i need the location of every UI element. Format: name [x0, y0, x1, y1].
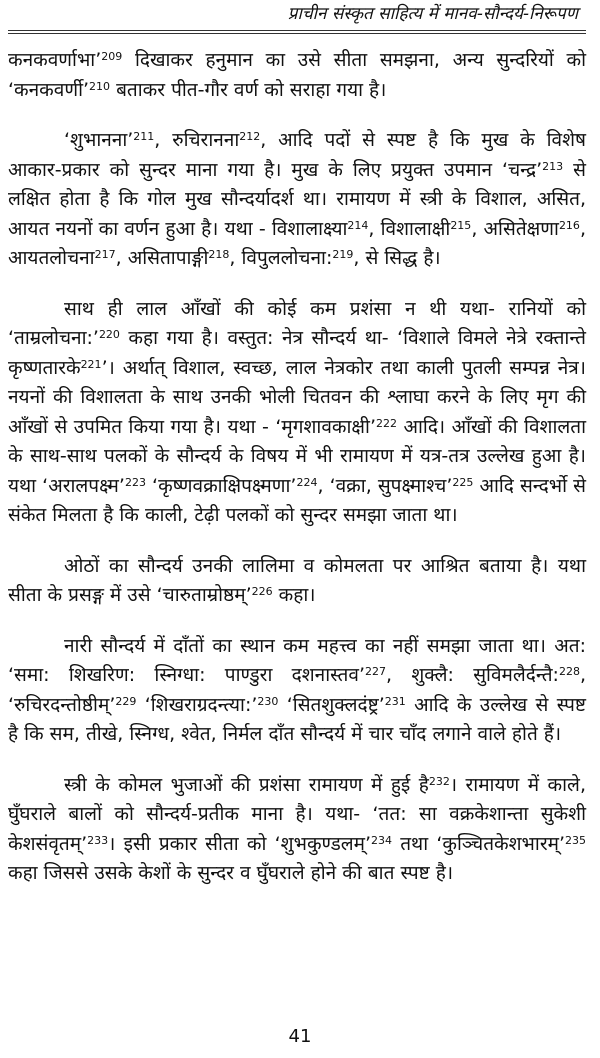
footnote-ref: 227 — [364, 665, 386, 678]
footnote-ref: 218 — [208, 248, 230, 261]
paragraph — [8, 771, 586, 889]
footnote-ref: 229 — [115, 694, 137, 708]
text-run: । इसी प्रकार सीता को ‘शुभकुण्डलम्’ — [108, 832, 372, 855]
page-body — [8, 46, 586, 910]
text-run: , शुक्लै: सुविमलैर्दन्तै: — [385, 664, 559, 686]
text-run: कनकवर्णाभा’ — [8, 49, 102, 71]
text-run: , ‘वक्रा, सुपक्ष्माश्च’ — [317, 474, 453, 497]
footnote-ref: 225 — [452, 475, 474, 489]
header-rule — [8, 30, 586, 34]
text-run: आदि। आँखों की विशालता के साथ-साथ पलकों के सौन्दर्य के विषय में भी रामायण में यत्र-तत्र उल्लेख हुआ है। यथा ‘अरालपक्ष्म’ — [8, 415, 586, 497]
footnote-ref: 232 — [428, 774, 450, 788]
text-run: , विपुललोचना: — [229, 247, 333, 269]
paragraph — [8, 46, 586, 105]
text-run: कहा। — [272, 584, 316, 606]
page-number: 41 — [288, 1026, 312, 1047]
footnote-ref: 213 — [542, 159, 564, 173]
footnote-ref: 234 — [371, 833, 393, 847]
text-run: दिखाकर हनुमान का उसे सीता समझना, अन्य सुन्दरियों को ‘कनकवर्णी’ — [8, 49, 586, 101]
footnote-ref: 214 — [347, 218, 369, 232]
footnote-ref: 235 — [565, 833, 586, 847]
text-run: , से सिद्ध है। — [353, 247, 441, 269]
text-run: , असितेक्षणा — [471, 217, 559, 240]
text-run: , असितापाङ्गी — [115, 247, 209, 269]
text-run: । रामायण में काले, घुँघराले बालों को सौन्दर्य-प्रतीक माना है। यथा- ‘तत: सा वक्रकेशान्ता सुकेशी केशसंवृतम्’ — [8, 773, 586, 855]
text-run: , रुचिरानना — [154, 129, 240, 151]
paragraph — [8, 295, 586, 531]
footnote-ref: 231 — [384, 694, 406, 708]
footnote-ref: 212 — [239, 130, 261, 143]
text-run: नारी सौन्दर्य में दाँतों का स्थान कम महत्त्व का नहीं समझा जाता था। अत: ‘समा: शिखरिण: स्निग्धा: पाण्डुरा दशनास्तव’ — [8, 634, 586, 686]
footnote-ref: 221 — [80, 357, 102, 371]
paragraph — [8, 552, 586, 611]
text-run: साथ ही लाल आँखों की कोई कम प्रशंसा न थी यथा- रानियों को ‘ताम्रलोचना:’ — [8, 297, 586, 349]
text-run: कहा जिससे उसके केशों के सुन्दर व घुँघराले होने की बात स्पष्ट है। — [8, 862, 454, 884]
footnote-ref: 215 — [450, 218, 472, 232]
text-run: कहा गया है। वस्तुत: नेत्र सौन्दर्य था- ‘विशाले विमले नेत्रे रक्तान्ते कृष्णतारके — [8, 327, 586, 379]
footnote-ref: 223 — [124, 475, 146, 489]
text-run: , विशालाक्षी — [368, 217, 451, 240]
footnote-ref: 228 — [558, 665, 580, 678]
text-run: आदि सन्दर्भो से संकेत मिलता है कि काली, टेढ़ी पलकों को सुन्दर समझा जाता था। — [8, 474, 586, 526]
text-run: ‘शुभानना’ — [64, 129, 134, 151]
footnote-ref: 233 — [87, 833, 109, 847]
text-run: तथा ‘कुञ्चितकेशभारम्’ — [392, 832, 565, 855]
footnote-ref: 210 — [89, 79, 111, 93]
paragraph — [8, 126, 586, 274]
footnote-ref: 216 — [558, 218, 580, 232]
running-header-title: प्राचीन संस्कृत साहित्य में मानव-सौन्दर्य-निरूपण — [287, 4, 578, 24]
text-run: , आदि पदों से स्पष्ट है कि मुख के विशेष आकार-प्रकार को सुन्दर माना गया है। मुख के लिए प्रयुक्त उपमान ‘चन्द्र’ — [8, 129, 586, 181]
footnote-ref: 226 — [251, 585, 273, 598]
footnote-ref: 211 — [133, 130, 155, 143]
text-run: से लक्षित होता है कि गोल मुख सौन्दर्यादर्श था। रामायण में स्त्री के विशाल, असित, आयत नयनों का वर्णन हुआ है। यथा - विशालाक्ष्या — [8, 158, 586, 240]
footnote-ref: 224 — [296, 475, 318, 489]
text-run: स्त्री के कोमल भुजाओं की प्रशंसा रामायण में हुई है — [64, 773, 429, 796]
text-run: ओठों का सौन्दर्य उनकी लालिमा व कोमलता पर आश्रित बताया है। यथा सीता के प्रसङ्ग में उसे ‘चारुताम्रोष्ठम्’ — [8, 554, 586, 606]
text-run: , ‘रुचिरदन्तोष्ठीम्’ — [8, 664, 586, 716]
footnote-ref: 220 — [98, 328, 120, 341]
running-header — [20, 3, 578, 25]
paragraph — [8, 632, 586, 750]
footnote-ref: 217 — [94, 248, 116, 261]
text-run: ‘शिखराग्रदन्त्या:’ — [136, 693, 258, 716]
text-run: ‘कृष्णवक्राक्षिपक्ष्मणा’ — [145, 474, 297, 497]
footnote-ref: 230 — [257, 694, 279, 708]
footnote-ref: 219 — [332, 248, 354, 261]
text-run: , आयतलोचना — [8, 217, 586, 269]
footnote-ref: 222 — [376, 416, 397, 430]
text-run: बताकर पीत-गौर वर्ण को सराहा गया है। — [110, 78, 387, 101]
text-run: ’। अर्थात् विशाल, स्वच्छ, लाल नेत्रकोर तथा काली पुतली सम्पन्न नेत्र। नयनों की विशालता के साथ उनकी भोली चितवन की श्लाघा करने के लिए मृग की आँखों से उपमित किया गया है। यथा - ‘मृगशावकाक्षी’ — [8, 356, 586, 438]
footnote-ref: 209 — [101, 50, 123, 63]
text-run: आदि के उल्लेख से स्पष्ट है कि सम, तीखे, स्निग्ध, श्वेत, निर्मल दाँत सौन्दर्य में चार चाँद लगाने वाले होते हैं। — [8, 693, 586, 745]
text-run: ‘सितशुक्लदंष्ट्र’ — [278, 693, 385, 716]
